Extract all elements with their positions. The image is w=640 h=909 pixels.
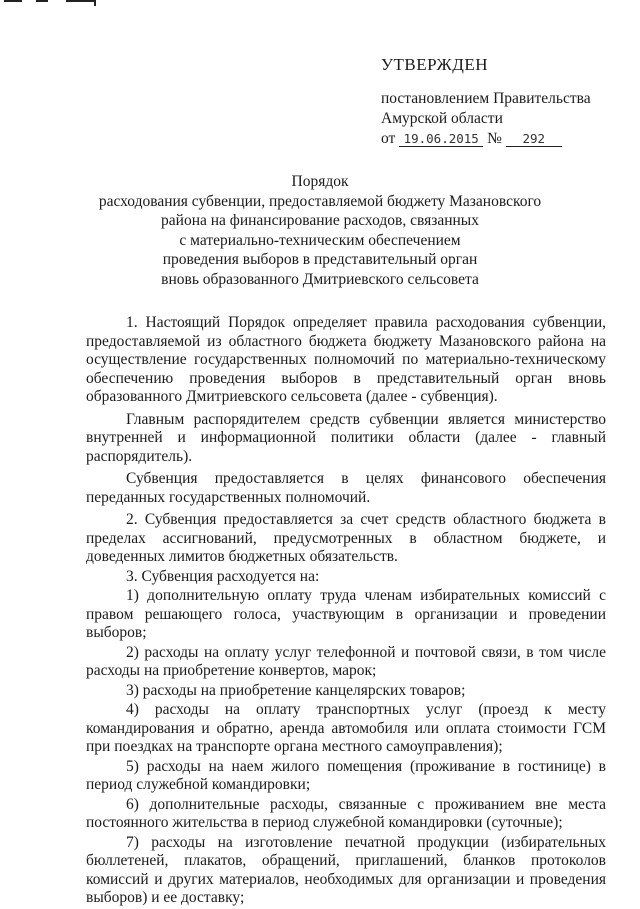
list-item: 6) дополнительные расходы, связанные с проживанием вне места постоянного жительства в период служебной командировки (суточные); [86, 795, 606, 831]
document-body [86, 314, 606, 909]
list-item: 7) расходы на изготовление печатной продукции (избирательных бюллетеней, плакатов, обращений, приглашений, бланков протоколов комиссий и других материалов, необходимых для организации и проведения выборов) и ее доставку; [86, 833, 606, 906]
heading-line: проведения выборов в представительный орган [162, 251, 478, 269]
document-heading [0, 172, 640, 290]
approval-stamp [381, 55, 591, 149]
date-prefix: от [381, 130, 396, 147]
heading-line: расходования субвенции, предоставляемой бюджету Мазановского [98, 192, 542, 210]
scan-artifact [4, 0, 22, 2]
scan-artifact [94, 0, 96, 6]
number-prefix: № [487, 130, 502, 147]
scan-artifact [36, 0, 48, 2]
approved-title: УТВЕРЖДЕН [381, 55, 488, 74]
approval-date: 19.06.2015 [399, 131, 483, 147]
paragraph: Главным распорядителем средств субвенции является министерство внутренней и информационной политики области (далее - главный распорядитель). [86, 410, 606, 465]
approval-number: 292 [506, 131, 562, 147]
paragraph: 2. Субвенция предоставляется за счет средств областного бюджета в пределах ассигнований, предусмотренных в областном бюджете, и доведенных лимитов бюджетных обязательств. [86, 511, 606, 565]
list-item: 2) расходы на оплату услуг телефонной и почтовой связи, в том числе расходы на приобретение конвертов, марок; [86, 643, 606, 679]
heading-line: вновь образованного Дмитриевского сельсовета [161, 270, 479, 288]
paragraph: 1. Настоящий Порядок определяет правила расходования субвенции, предоставляемой из областного бюджета бюджету Мазановского района на осуществление государственных полномочий по материально-техническому обеспечению проведения выборов в представительный орган вновь образованного Дмитриевского сельсовета (далее - субвенция). [86, 314, 606, 405]
approval-line-2: Амурской области [381, 110, 503, 127]
paragraph: Субвенция предоставляется в целях финансового обеспечения переданных государственных полномочий. [86, 470, 606, 506]
list-item: 5) расходы на наем жилого помещения (проживание в гостинице) в период служебной командировки; [86, 757, 606, 793]
document-title: Порядок [291, 173, 349, 190]
paragraph: 3. Субвенция расходуется на: [126, 567, 320, 585]
list-item: 3) расходы на приобретение канцелярских товаров; [126, 681, 466, 699]
heading-line: с материально-техническим обеспечением [179, 231, 461, 249]
approval-date-row [381, 129, 591, 149]
list-item: 1) дополнительную оплату труда членам избирательных комиссий с правом решающего голоса, участвующим в организации и проведении выборов; [86, 587, 606, 641]
list-item: 4) расходы на оплату транспортных услуг (проезд к месту командирования и обратно, аренда автомобиля или оплата стоимости ГСМ при поездках на транспорте органа местного самоуправления); [86, 701, 606, 755]
heading-line: района на финансирование расходов, связанных [161, 212, 479, 230]
scan-artifact [66, 0, 96, 2]
approval-line-1: постановлением Правительства [381, 90, 591, 107]
